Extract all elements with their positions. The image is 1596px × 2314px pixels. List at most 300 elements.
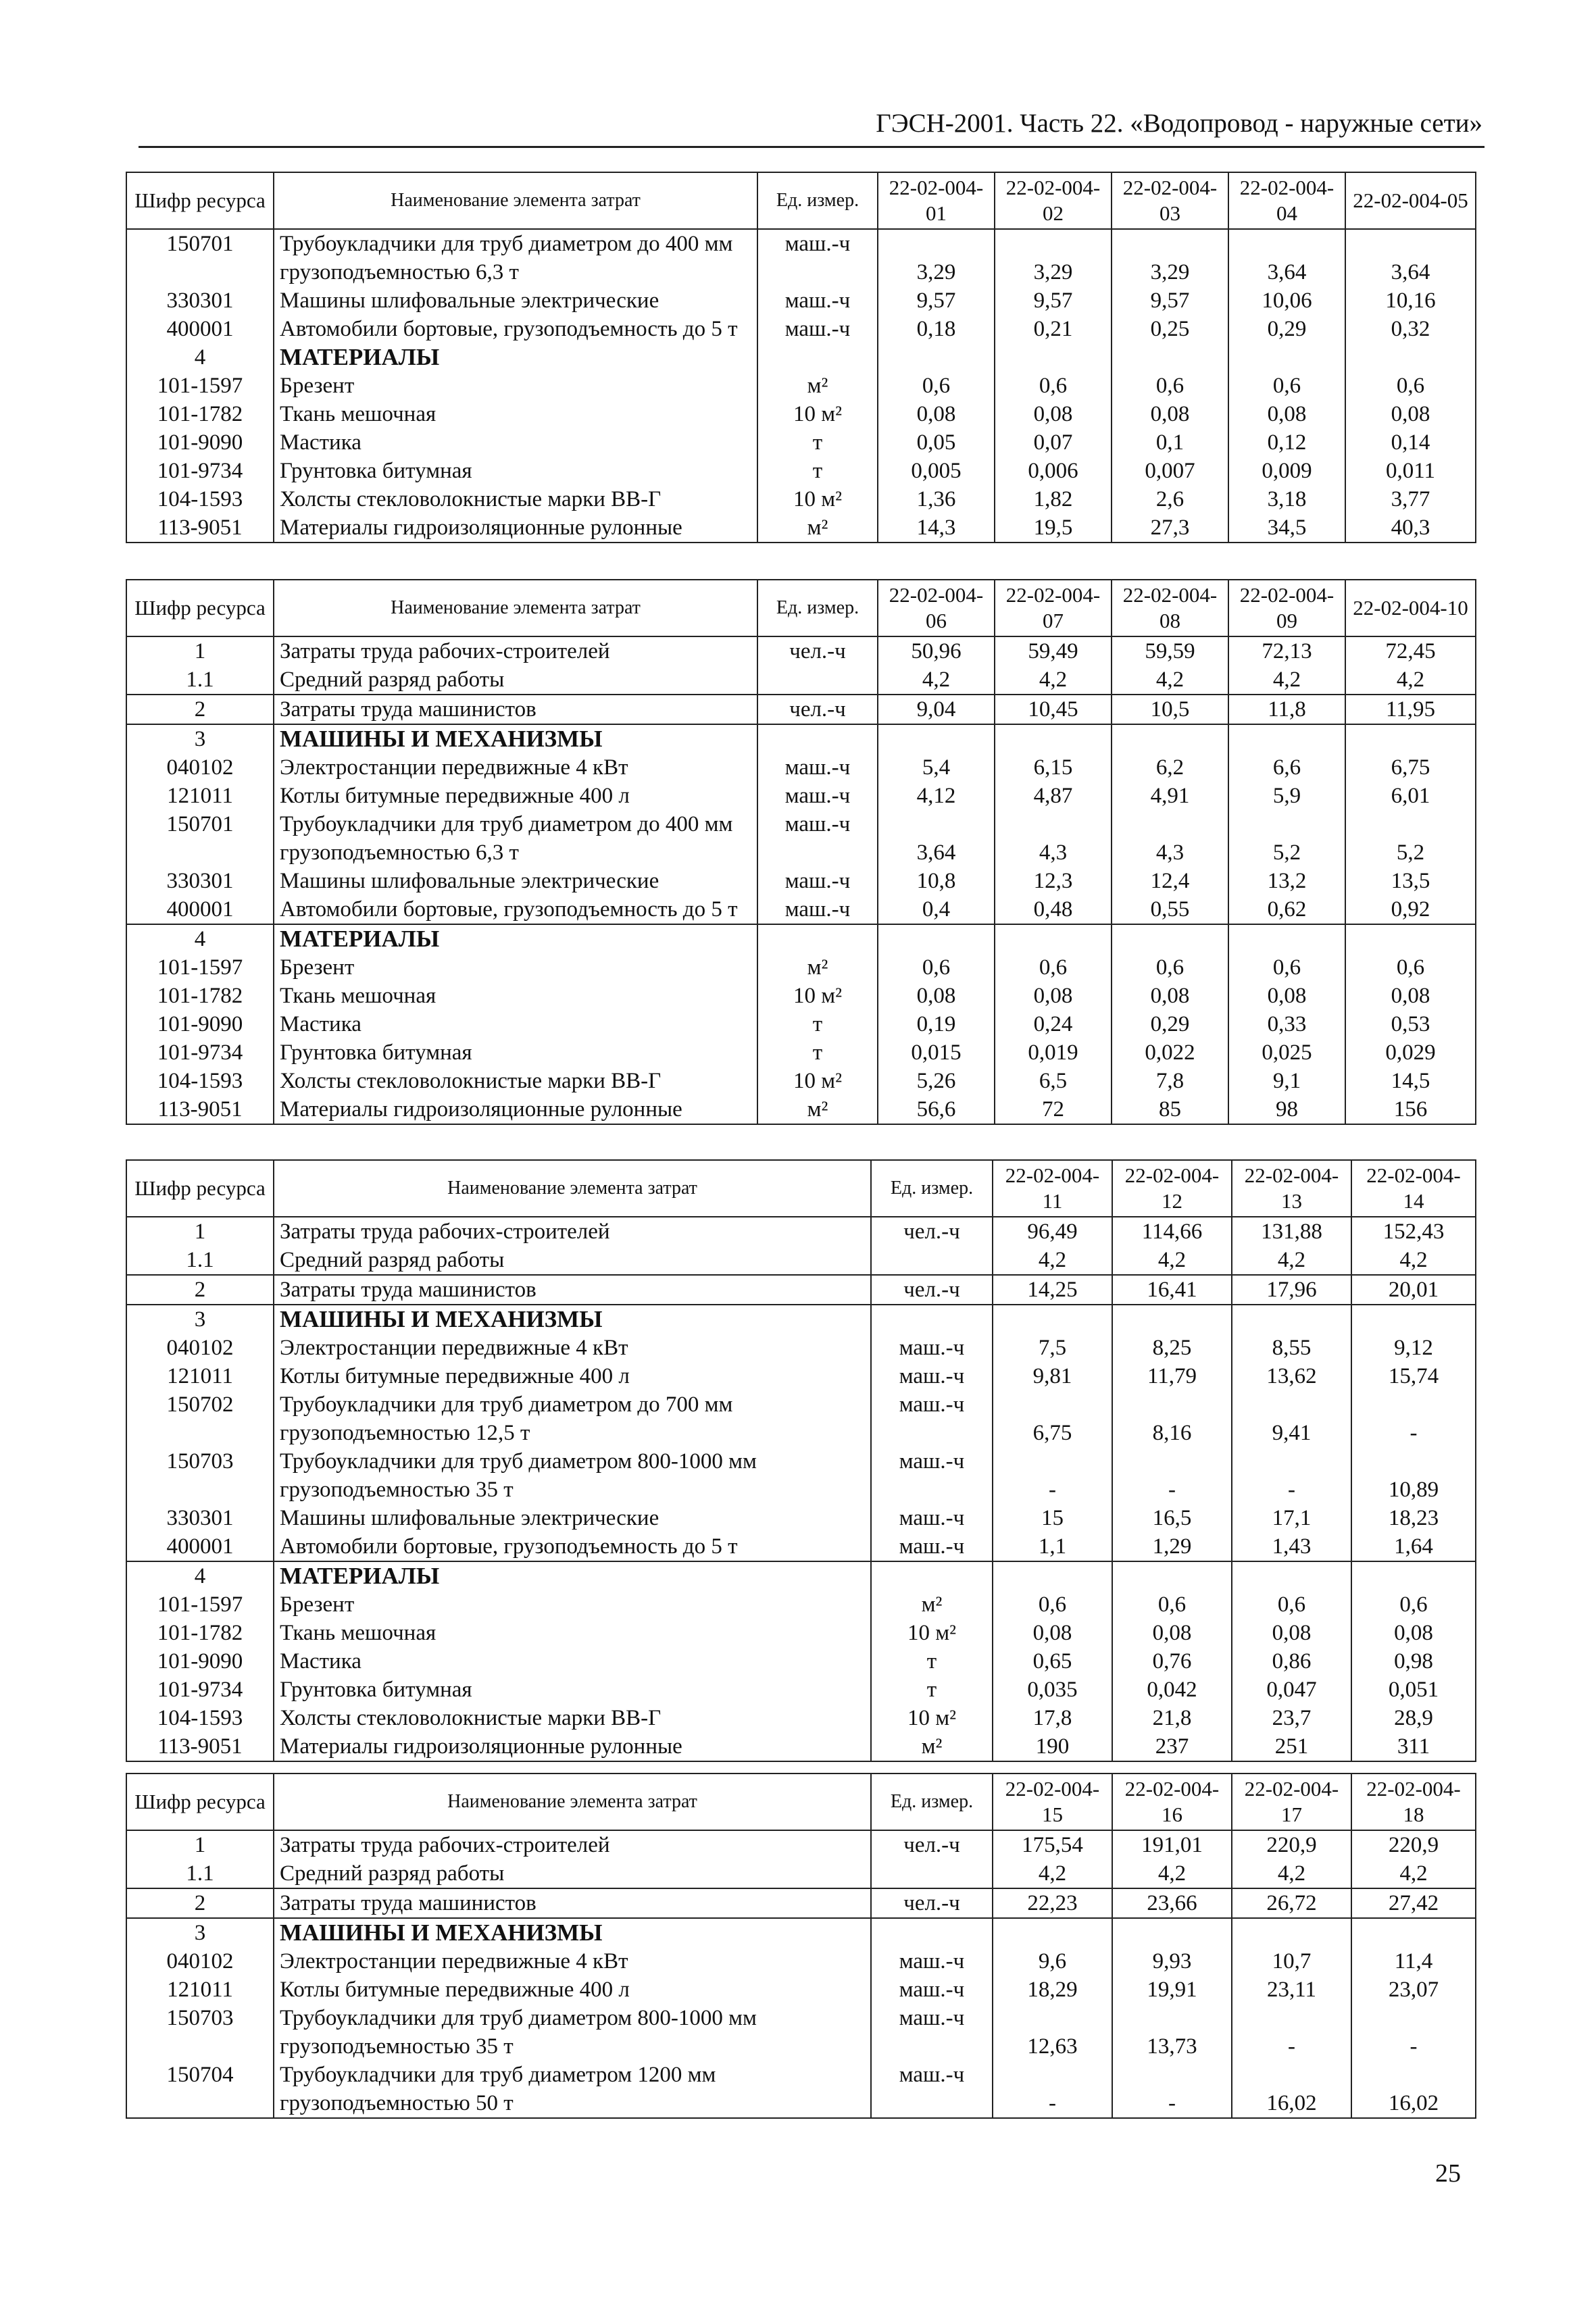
resource-unit: 10 м²	[757, 485, 878, 513]
resource-unit: маш.-ч	[757, 229, 878, 286]
norm-value: 175,54	[993, 1830, 1112, 1859]
norm-value: 0,6	[1232, 1590, 1351, 1619]
table-header-row	[126, 1160, 1476, 1217]
norm-value: 190	[993, 1732, 1112, 1761]
norm-value: 4,87	[995, 782, 1112, 810]
resource-unit: чел.-ч	[871, 1275, 993, 1305]
resource-name: Котлы битумные передвижные 400 л	[274, 1362, 871, 1390]
resource-unit: т	[871, 1676, 993, 1704]
norm-value	[1232, 1918, 1351, 1947]
norm-value: 5,9	[1228, 782, 1345, 810]
norm-value: 5,26	[878, 1067, 995, 1095]
norm-value: 0,006	[995, 457, 1112, 485]
norm-value	[878, 724, 995, 753]
column-header-norm: 22-02-004-15	[993, 1774, 1112, 1830]
norm-value: 4,2	[1351, 1859, 1476, 1888]
column-header-unit: Ед. измер.	[871, 1774, 993, 1830]
resource-code: 330301	[126, 867, 274, 895]
norm-value: 16,02	[1232, 2061, 1351, 2118]
resource-unit: чел.-ч	[871, 1830, 993, 1859]
norm-value: 0,035	[993, 1676, 1112, 1704]
norm-value: 21,8	[1112, 1704, 1232, 1732]
resource-name: Брезент	[274, 953, 757, 982]
norm-value	[1345, 724, 1476, 753]
resource-code: 3	[126, 724, 274, 753]
norm-value: 0,6	[1112, 953, 1228, 982]
norm-value: 0,08	[995, 982, 1112, 1010]
table-row	[126, 372, 1476, 400]
column-header-name: Наименование элемента затрат	[274, 1160, 871, 1217]
norm-value: -	[1351, 1390, 1476, 1447]
resource-name: Материалы гидроизоляционные рулонные	[274, 513, 757, 543]
resource-code: 104-1593	[126, 485, 274, 513]
norm-value: 6,5	[995, 1067, 1112, 1095]
header-rule	[139, 146, 1485, 148]
resource-code: 101-1782	[126, 400, 274, 428]
norm-value: 0,55	[1112, 895, 1228, 924]
table-row	[126, 1305, 1476, 1334]
resource-code: 2	[126, 695, 274, 724]
table-row	[126, 1676, 1476, 1704]
resource-code: 101-1597	[126, 953, 274, 982]
table-row	[126, 400, 1476, 428]
resource-unit: м²	[757, 513, 878, 543]
norm-value: 4,2	[993, 1246, 1112, 1275]
table-row	[126, 428, 1476, 457]
column-header-norm: 22-02-004-02	[995, 172, 1112, 229]
norm-value: -	[993, 2061, 1112, 2118]
resource-unit	[871, 1918, 993, 1947]
resource-code: 4	[126, 924, 274, 953]
norm-value: 3,64	[1228, 229, 1345, 286]
resource-name: Затраты труда машинистов	[274, 695, 757, 724]
norm-value: 4,2	[1232, 1246, 1351, 1275]
norm-value: 3,18	[1228, 485, 1345, 513]
resource-unit: маш.-ч	[871, 1976, 993, 2004]
norm-value: 0,32	[1345, 315, 1476, 343]
resource-name: Трубоукладчики для труб диаметром 800-1000 мм грузоподъемностью 35 т	[274, 1447, 871, 1504]
norm-value: 19,5	[995, 513, 1112, 543]
table-row	[126, 1010, 1476, 1038]
resource-code: 150702	[126, 1390, 274, 1447]
resource-name: Трубоукладчики для труб диаметром до 700 мм грузоподъемностью 12,5 т	[274, 1390, 871, 1447]
norm-value: 131,88	[1232, 1217, 1351, 1246]
resource-unit: маш.-ч	[757, 782, 878, 810]
norm-value: 11,79	[1112, 1362, 1232, 1390]
resource-table	[126, 172, 1476, 543]
column-header-norm: 22-02-004-18	[1351, 1774, 1476, 1830]
norm-value: 0,25	[1112, 315, 1228, 343]
norm-value: 7,5	[993, 1334, 1112, 1362]
norm-value: 0,53	[1345, 1010, 1476, 1038]
resource-code: 4	[126, 1561, 274, 1590]
norm-value	[1232, 1561, 1351, 1590]
table-row	[126, 1918, 1476, 1947]
norm-value: 0,48	[995, 895, 1112, 924]
norm-value: 3,64	[1345, 229, 1476, 286]
norm-value: 85	[1112, 1095, 1228, 1124]
resource-name: Трубоукладчики для труб диаметром 800-1000 мм грузоподъемностью 35 т	[274, 2004, 871, 2061]
table-header-row	[126, 1774, 1476, 1830]
norm-value: 9,04	[878, 695, 995, 724]
norm-value: 0,08	[1228, 982, 1345, 1010]
resource-code: 040102	[126, 1334, 274, 1362]
norm-value: 4,2	[878, 665, 995, 695]
table-row	[126, 1619, 1476, 1647]
norm-value	[995, 924, 1112, 953]
resource-code: 150701	[126, 229, 274, 286]
resource-name: Ткань мешочная	[274, 982, 757, 1010]
table-row	[126, 457, 1476, 485]
norm-value: 6,15	[995, 753, 1112, 782]
resource-name: Грунтовка битумная	[274, 1038, 757, 1067]
norm-value: 0,6	[995, 372, 1112, 400]
norm-value: 0,015	[878, 1038, 995, 1067]
norm-value: 0,07	[995, 428, 1112, 457]
column-header-norm: 22-02-004-05	[1345, 172, 1476, 229]
column-header-norm: 22-02-004-08	[1112, 580, 1228, 636]
table-row	[126, 695, 1476, 724]
resource-unit: т	[757, 1010, 878, 1038]
norm-value: 9,6	[993, 1947, 1112, 1976]
resource-name: Электростанции передвижные 4 кВт	[274, 1947, 871, 1976]
norm-value: 23,7	[1232, 1704, 1351, 1732]
norm-value: 9,81	[993, 1362, 1112, 1390]
resource-unit: 10 м²	[871, 1619, 993, 1647]
norm-value: 0,24	[995, 1010, 1112, 1038]
norm-value: 13,73	[1112, 2004, 1232, 2061]
norm-value: 0,08	[993, 1619, 1112, 1647]
resource-name: Брезент	[274, 1590, 871, 1619]
norm-value: 28,9	[1351, 1704, 1476, 1732]
norm-value: 0,022	[1112, 1038, 1228, 1067]
norm-value: 10,89	[1351, 1447, 1476, 1504]
norm-value: 13,62	[1232, 1362, 1351, 1390]
column-header-code: Шифр ресурса	[126, 580, 274, 636]
column-header-norm: 22-02-004-04	[1228, 172, 1345, 229]
resource-code: 101-9734	[126, 1038, 274, 1067]
norm-value: -	[1232, 2004, 1351, 2061]
resource-table	[126, 1773, 1476, 2119]
resource-name: Холсты стекловолокнистые марки ВВ-Г	[274, 1067, 757, 1095]
resource-name: Материалы гидроизоляционные рулонные	[274, 1095, 757, 1124]
norm-value: 4,2	[1228, 665, 1345, 695]
resource-code: 040102	[126, 753, 274, 782]
resource-unit: маш.-ч	[757, 810, 878, 867]
norm-value: 0,029	[1345, 1038, 1476, 1067]
norm-value: 3,77	[1345, 485, 1476, 513]
norm-value	[1228, 924, 1345, 953]
norm-value: 220,9	[1232, 1830, 1351, 1859]
table-row	[126, 1590, 1476, 1619]
norm-value: 12,3	[995, 867, 1112, 895]
norm-value: 50,96	[878, 636, 995, 665]
norm-value: 4,2	[995, 665, 1112, 695]
norm-value: 5,4	[878, 753, 995, 782]
norm-value: 72,13	[1228, 636, 1345, 665]
norm-value: 0,4	[878, 895, 995, 924]
norm-value: 4,2	[1112, 1246, 1232, 1275]
column-header-unit: Ед. измер.	[757, 580, 878, 636]
table-row	[126, 1647, 1476, 1676]
norm-value: 34,5	[1228, 513, 1345, 543]
resource-unit: м²	[757, 1095, 878, 1124]
norm-value: 114,66	[1112, 1217, 1232, 1246]
resource-unit: маш.-ч	[871, 2061, 993, 2118]
norm-value: 0,08	[1351, 1619, 1476, 1647]
resource-unit: т	[757, 428, 878, 457]
norm-value: -	[1351, 2004, 1476, 2061]
norm-value	[1345, 343, 1476, 372]
resource-code: 101-1782	[126, 1619, 274, 1647]
norm-value: 0,051	[1351, 1676, 1476, 1704]
norm-value: 11,95	[1345, 695, 1476, 724]
resource-unit	[871, 1246, 993, 1275]
norm-value	[1351, 1305, 1476, 1334]
table-row	[126, 1888, 1476, 1918]
norm-value: 0,019	[995, 1038, 1112, 1067]
resource-name: Автомобили бортовые, грузоподъемность до 5 т	[274, 1532, 871, 1561]
norm-value: 1,29	[1112, 1532, 1232, 1561]
column-header-norm: 22-02-004-14	[1351, 1160, 1476, 1217]
resource-name: Ткань мешочная	[274, 1619, 871, 1647]
norm-value: 0,011	[1345, 457, 1476, 485]
norm-value	[995, 724, 1112, 753]
resource-code: 121011	[126, 1362, 274, 1390]
norm-value: 23,11	[1232, 1976, 1351, 2004]
norm-value	[1112, 924, 1228, 953]
resource-name: Автомобили бортовые, грузоподъемность до 5 т	[274, 895, 757, 924]
table-row	[126, 2004, 1476, 2061]
column-header-name: Наименование элемента затрат	[274, 172, 757, 229]
norm-value: 0,33	[1228, 1010, 1345, 1038]
resource-name: Мастика	[274, 1647, 871, 1676]
resource-code: 101-1597	[126, 1590, 274, 1619]
resource-name: Материалы гидроизоляционные рулонные	[274, 1732, 871, 1761]
norm-value: 59,49	[995, 636, 1112, 665]
resource-name: Машины шлифовальные электрические	[274, 1504, 871, 1532]
norm-value: 15	[993, 1504, 1112, 1532]
norm-value: -	[993, 1447, 1112, 1504]
norm-value: 13,2	[1228, 867, 1345, 895]
norm-value: 3,29	[1112, 229, 1228, 286]
norm-value: 6,2	[1112, 753, 1228, 782]
norm-value: 15,74	[1351, 1362, 1476, 1390]
resource-unit: маш.-ч	[757, 895, 878, 924]
norm-value: 10,45	[995, 695, 1112, 724]
norm-value: 0,19	[878, 1010, 995, 1038]
table-row	[126, 665, 1476, 695]
resource-name: Холсты стекловолокнистые марки ВВ-Г	[274, 1704, 871, 1732]
norm-value: 7,8	[1112, 1067, 1228, 1095]
norm-value: 0,65	[993, 1647, 1112, 1676]
resource-code: 101-9090	[126, 1010, 274, 1038]
resource-unit: маш.-ч	[871, 2004, 993, 2061]
norm-value: 4,2	[1345, 665, 1476, 695]
norm-value	[1112, 1918, 1232, 1947]
table-row	[126, 895, 1476, 924]
resource-name: Грунтовка битумная	[274, 457, 757, 485]
norm-value: 12,4	[1112, 867, 1228, 895]
norm-value: 0,86	[1232, 1647, 1351, 1676]
column-header-norm: 22-02-004-10	[1345, 580, 1476, 636]
resource-name: Котлы битумные передвижные 400 л	[274, 782, 757, 810]
table-row	[126, 867, 1476, 895]
norm-value: 8,55	[1232, 1334, 1351, 1362]
norm-value: 1,43	[1232, 1532, 1351, 1561]
norm-value: 0,007	[1112, 457, 1228, 485]
norm-value: 10,5	[1112, 695, 1228, 724]
resource-unit: м²	[757, 953, 878, 982]
resource-name: МАТЕРИАЛЫ	[274, 1561, 871, 1590]
resource-unit: 10 м²	[757, 982, 878, 1010]
norm-value: -	[1232, 1447, 1351, 1504]
norm-value: 9,12	[1351, 1334, 1476, 1362]
norm-value: 0,6	[1228, 953, 1345, 982]
norm-value: 8,16	[1112, 1390, 1232, 1447]
norm-value: 18,29	[993, 1976, 1112, 2004]
table-header-row	[126, 580, 1476, 636]
table-row	[126, 513, 1476, 543]
table-row	[126, 924, 1476, 953]
resource-name: Брезент	[274, 372, 757, 400]
resource-name: Затраты труда машинистов	[274, 1275, 871, 1305]
resource-unit: т	[757, 1038, 878, 1067]
norm-value: 220,9	[1351, 1830, 1476, 1859]
norm-value: 20,01	[1351, 1275, 1476, 1305]
norm-value	[1345, 924, 1476, 953]
norm-value: 2,6	[1112, 485, 1228, 513]
resource-code: 101-9734	[126, 1676, 274, 1704]
column-header-norm: 22-02-004-03	[1112, 172, 1228, 229]
resource-unit: 10 м²	[757, 400, 878, 428]
resource-unit: маш.-ч	[871, 1532, 993, 1561]
resource-unit: чел.-ч	[871, 1888, 993, 1918]
resource-name: Трубоукладчики для труб диаметром до 400 мм грузоподъемностью 6,3 т	[274, 810, 757, 867]
norm-value: 10,7	[1232, 1947, 1351, 1976]
resource-code: 150701	[126, 810, 274, 867]
norm-value: 14,3	[878, 513, 995, 543]
norm-value: 0,6	[878, 953, 995, 982]
norm-value: 23,07	[1351, 1976, 1476, 2004]
resource-name: Трубоукладчики для труб диаметром до 400 мм грузоподъемностью 6,3 т	[274, 229, 757, 286]
resource-code: 1.1	[126, 1246, 274, 1275]
column-header-code: Шифр ресурса	[126, 172, 274, 229]
resource-unit: 10 м²	[757, 1067, 878, 1095]
resource-name: Ткань мешочная	[274, 400, 757, 428]
table-row	[126, 1246, 1476, 1275]
norm-value: 26,72	[1232, 1888, 1351, 1918]
norm-value: 0,047	[1232, 1676, 1351, 1704]
norm-value	[878, 343, 995, 372]
resource-code: 101-9734	[126, 457, 274, 485]
norm-value: 14,25	[993, 1275, 1112, 1305]
norm-value: 0,29	[1228, 315, 1345, 343]
norm-value: 191,01	[1112, 1830, 1232, 1859]
table-row	[126, 1447, 1476, 1504]
norm-value	[995, 343, 1112, 372]
norm-value: 10,8	[878, 867, 995, 895]
resource-unit: маш.-ч	[757, 286, 878, 315]
norm-value: 251	[1232, 1732, 1351, 1761]
norm-value: 9,93	[1112, 1947, 1232, 1976]
resource-name: Машины шлифовальные электрические	[274, 286, 757, 315]
table-row	[126, 1561, 1476, 1590]
norm-value: 59,59	[1112, 636, 1228, 665]
norm-value: 311	[1351, 1732, 1476, 1761]
table-row	[126, 1275, 1476, 1305]
column-header-norm: 22-02-004-06	[878, 580, 995, 636]
norm-value: 23,66	[1112, 1888, 1232, 1918]
resource-name: Электростанции передвижные 4 кВт	[274, 753, 757, 782]
norm-value: 0,6	[1345, 953, 1476, 982]
column-header-norm: 22-02-004-16	[1112, 1774, 1232, 1830]
norm-value	[1351, 1918, 1476, 1947]
resource-name: Мастика	[274, 428, 757, 457]
column-header-name: Наименование элемента затрат	[274, 580, 757, 636]
norm-value: 0,6	[1228, 372, 1345, 400]
column-header-norm: 22-02-004-09	[1228, 580, 1345, 636]
norm-value: 4,2	[1112, 665, 1228, 695]
resource-unit: маш.-ч	[871, 1504, 993, 1532]
norm-value: 56,6	[878, 1095, 995, 1124]
norm-value: 3,29	[878, 229, 995, 286]
norm-value	[1228, 343, 1345, 372]
norm-value: 4,2	[1112, 1859, 1232, 1888]
norm-value: 0,08	[1112, 1619, 1232, 1647]
resource-unit: маш.-ч	[871, 1362, 993, 1390]
resource-code: 1	[126, 1217, 274, 1246]
resource-name: МАТЕРИАЛЫ	[274, 924, 757, 953]
table-row	[126, 1334, 1476, 1362]
norm-value	[1112, 343, 1228, 372]
resource-unit: чел.-ч	[871, 1217, 993, 1246]
table-row	[126, 1704, 1476, 1732]
resource-code: 1	[126, 1830, 274, 1859]
column-header-code: Шифр ресурса	[126, 1160, 274, 1217]
resource-name: Мастика	[274, 1010, 757, 1038]
norm-value: 0,08	[1345, 982, 1476, 1010]
norm-value	[1112, 1561, 1232, 1590]
resource-unit	[757, 924, 878, 953]
resource-unit: т	[757, 457, 878, 485]
resource-unit: м²	[757, 372, 878, 400]
table-row	[126, 953, 1476, 982]
norm-value	[993, 1305, 1112, 1334]
norm-value: 19,91	[1112, 1976, 1232, 2004]
resource-unit: м²	[871, 1732, 993, 1761]
norm-value: 8,25	[1112, 1334, 1232, 1362]
norm-value	[1228, 724, 1345, 753]
norm-value: 0,6	[1351, 1590, 1476, 1619]
norm-value: 0,08	[995, 400, 1112, 428]
table-row	[126, 1095, 1476, 1124]
column-header-unit: Ед. измер.	[871, 1160, 993, 1217]
table-row	[126, 1217, 1476, 1246]
resource-name: Автомобили бортовые, грузоподъемность до 5 т	[274, 315, 757, 343]
norm-value: 72,45	[1345, 636, 1476, 665]
norm-value: 0,6	[1112, 1590, 1232, 1619]
norm-value: -	[1112, 1447, 1232, 1504]
norm-value: 0,025	[1228, 1038, 1345, 1067]
resource-unit: маш.-ч	[871, 1447, 993, 1504]
table-row	[126, 982, 1476, 1010]
norm-value	[1112, 1305, 1232, 1334]
resource-name: Котлы битумные передвижные 400 л	[274, 1976, 871, 2004]
column-header-norm: 22-02-004-01	[878, 172, 995, 229]
resource-code: 150703	[126, 1447, 274, 1504]
norm-value: 16,5	[1112, 1504, 1232, 1532]
